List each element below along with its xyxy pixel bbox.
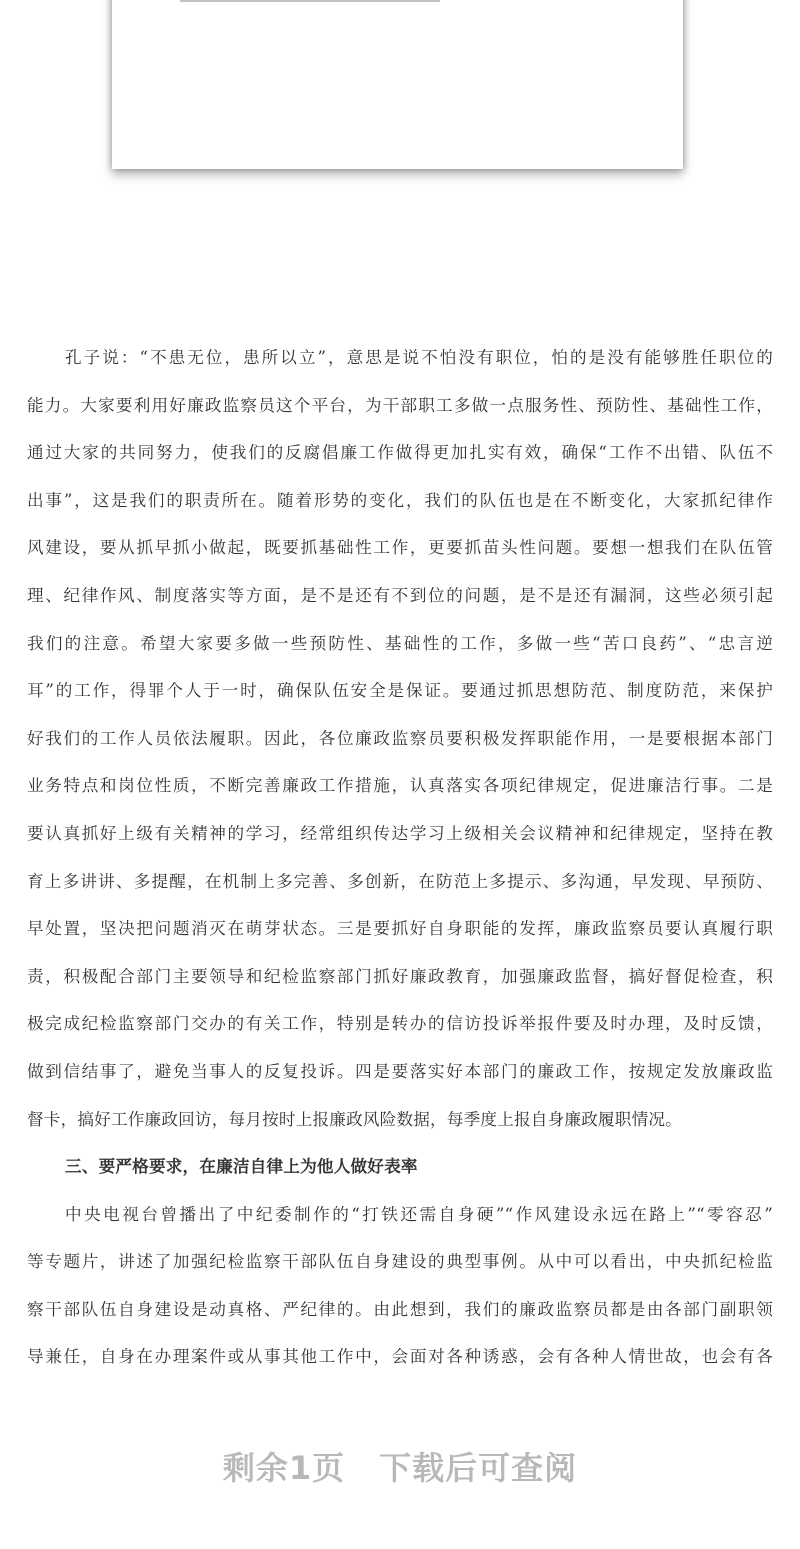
document-body [27, 334, 773, 1381]
paragraph-line: 要认真抓好上级有关精神的学习，经常组织传达学习上级相关会议精神和纪律规定，坚持在教 [27, 823, 773, 843]
download-prompt-label: 下载后可查阅 [379, 1449, 578, 1487]
paragraph-line: 出事”，这是我们的职责所在。随着形势的变化，我们的队伍也是在不断变化，大家抓纪律作 [27, 490, 773, 510]
paragraph-line: 理、纪律作风、制度落实等方面，是不是还有不到位的问题，是不是还有漏洞，这些必须引起 [27, 585, 773, 605]
paragraph-line: 育上多讲讲、多提醒，在机制上多完善、多创新，在防范上多提示、多沟通，早发现、早预防、 [27, 871, 773, 891]
download-to-read-more-banner[interactable] [0, 1443, 800, 1489]
paragraph-line: 早处置，坚决把问题消灭在萌芽状态。三是要抓好自身职能的发挥，廉政监察员要认真履行职 [27, 919, 773, 939]
remaining-pages-label: 剩余1页 [222, 1449, 346, 1487]
paragraph-line: 好我们的工作人员依法履职。因此，各位廉政监察员要积极发挥职能作用，一是要根据本部门 [27, 728, 773, 748]
paragraph-line: 极完成纪检监察部门交办的有关工作，特别是转办的信访投诉举报件要及时办理，及时反馈， [27, 1014, 773, 1034]
paragraph-line: 通过大家的共同努力，使我们的反腐倡廉工作做得更加扎实有效，确保“工作不出错、队伍不 [27, 443, 773, 463]
paragraph-line: 督卡，搞好工作廉政回访，每月按时上报廉政风险数据，每季度上报自身廉政履职情况。 [27, 1109, 682, 1129]
paragraph-line: 能力。大家要利用好廉政监察员这个平台，为干部职工多做一点服务性、预防性、基础性工作， [27, 395, 773, 415]
paragraph-line: 孔子说：“不患无位，患所以立”，意思是说不怕没有职位，怕的是没有能够胜任职位的 [65, 348, 773, 367]
paragraph-line: 责，积极配合部门主要领导和纪检监察部门抓好廉政教育，加强廉政监督，搞好督促检查，积 [27, 966, 773, 986]
paragraph-line: 等专题片，讲述了加强纪检监察干部队伍自身建设的典型事例。从中可以看出，中央抓纪检监 [27, 1252, 773, 1272]
paragraph-line: 我们的注意。希望大家要多做一些预防性、基础性的工作，多做一些“苦口良药”、“忠言逆 [27, 633, 773, 653]
paragraph-line: 业务特点和岗位性质，不断完善廉政工作措施，认真落实各项纪律规定，促进廉洁行事。二是 [27, 776, 773, 796]
paragraph-line: 耳”的工作，得罪个人于一时，确保队伍安全是保证。要通过抓思想防范、制度防范，来保护 [27, 681, 773, 701]
paragraph-line: 中央电视台曾播出了中纪委制作的“打铁还需自身硬”“作风建设永远在路上”“零容忍” [65, 1204, 773, 1224]
paragraph-line: 察干部队伍自身建设是动真格、严纪律的。由此想到，我们的廉政监察员都是由各部门副职领 [27, 1299, 773, 1319]
paragraph-line: 风建设，要从抓早抓小做起，既要抓基础性工作，更要抓苗头性问题。要想一想我们在队伍管 [27, 538, 773, 558]
cropped-text-line [180, 0, 440, 4]
paragraph-line: 导兼任，自身在办理案件或从事其他工作中，会面对各种诱惑，会有各种人情世故，也会有各 [27, 1347, 773, 1367]
previous-page-preview [112, 0, 683, 169]
paragraph-line: 做到信结事了，避免当事人的反复投诉。四是要落实好本部门的廉政工作，按规定发放廉政监 [27, 1061, 773, 1081]
section-heading: 三、要严格要求，在廉洁自律上为他人做好表率 [65, 1156, 418, 1177]
